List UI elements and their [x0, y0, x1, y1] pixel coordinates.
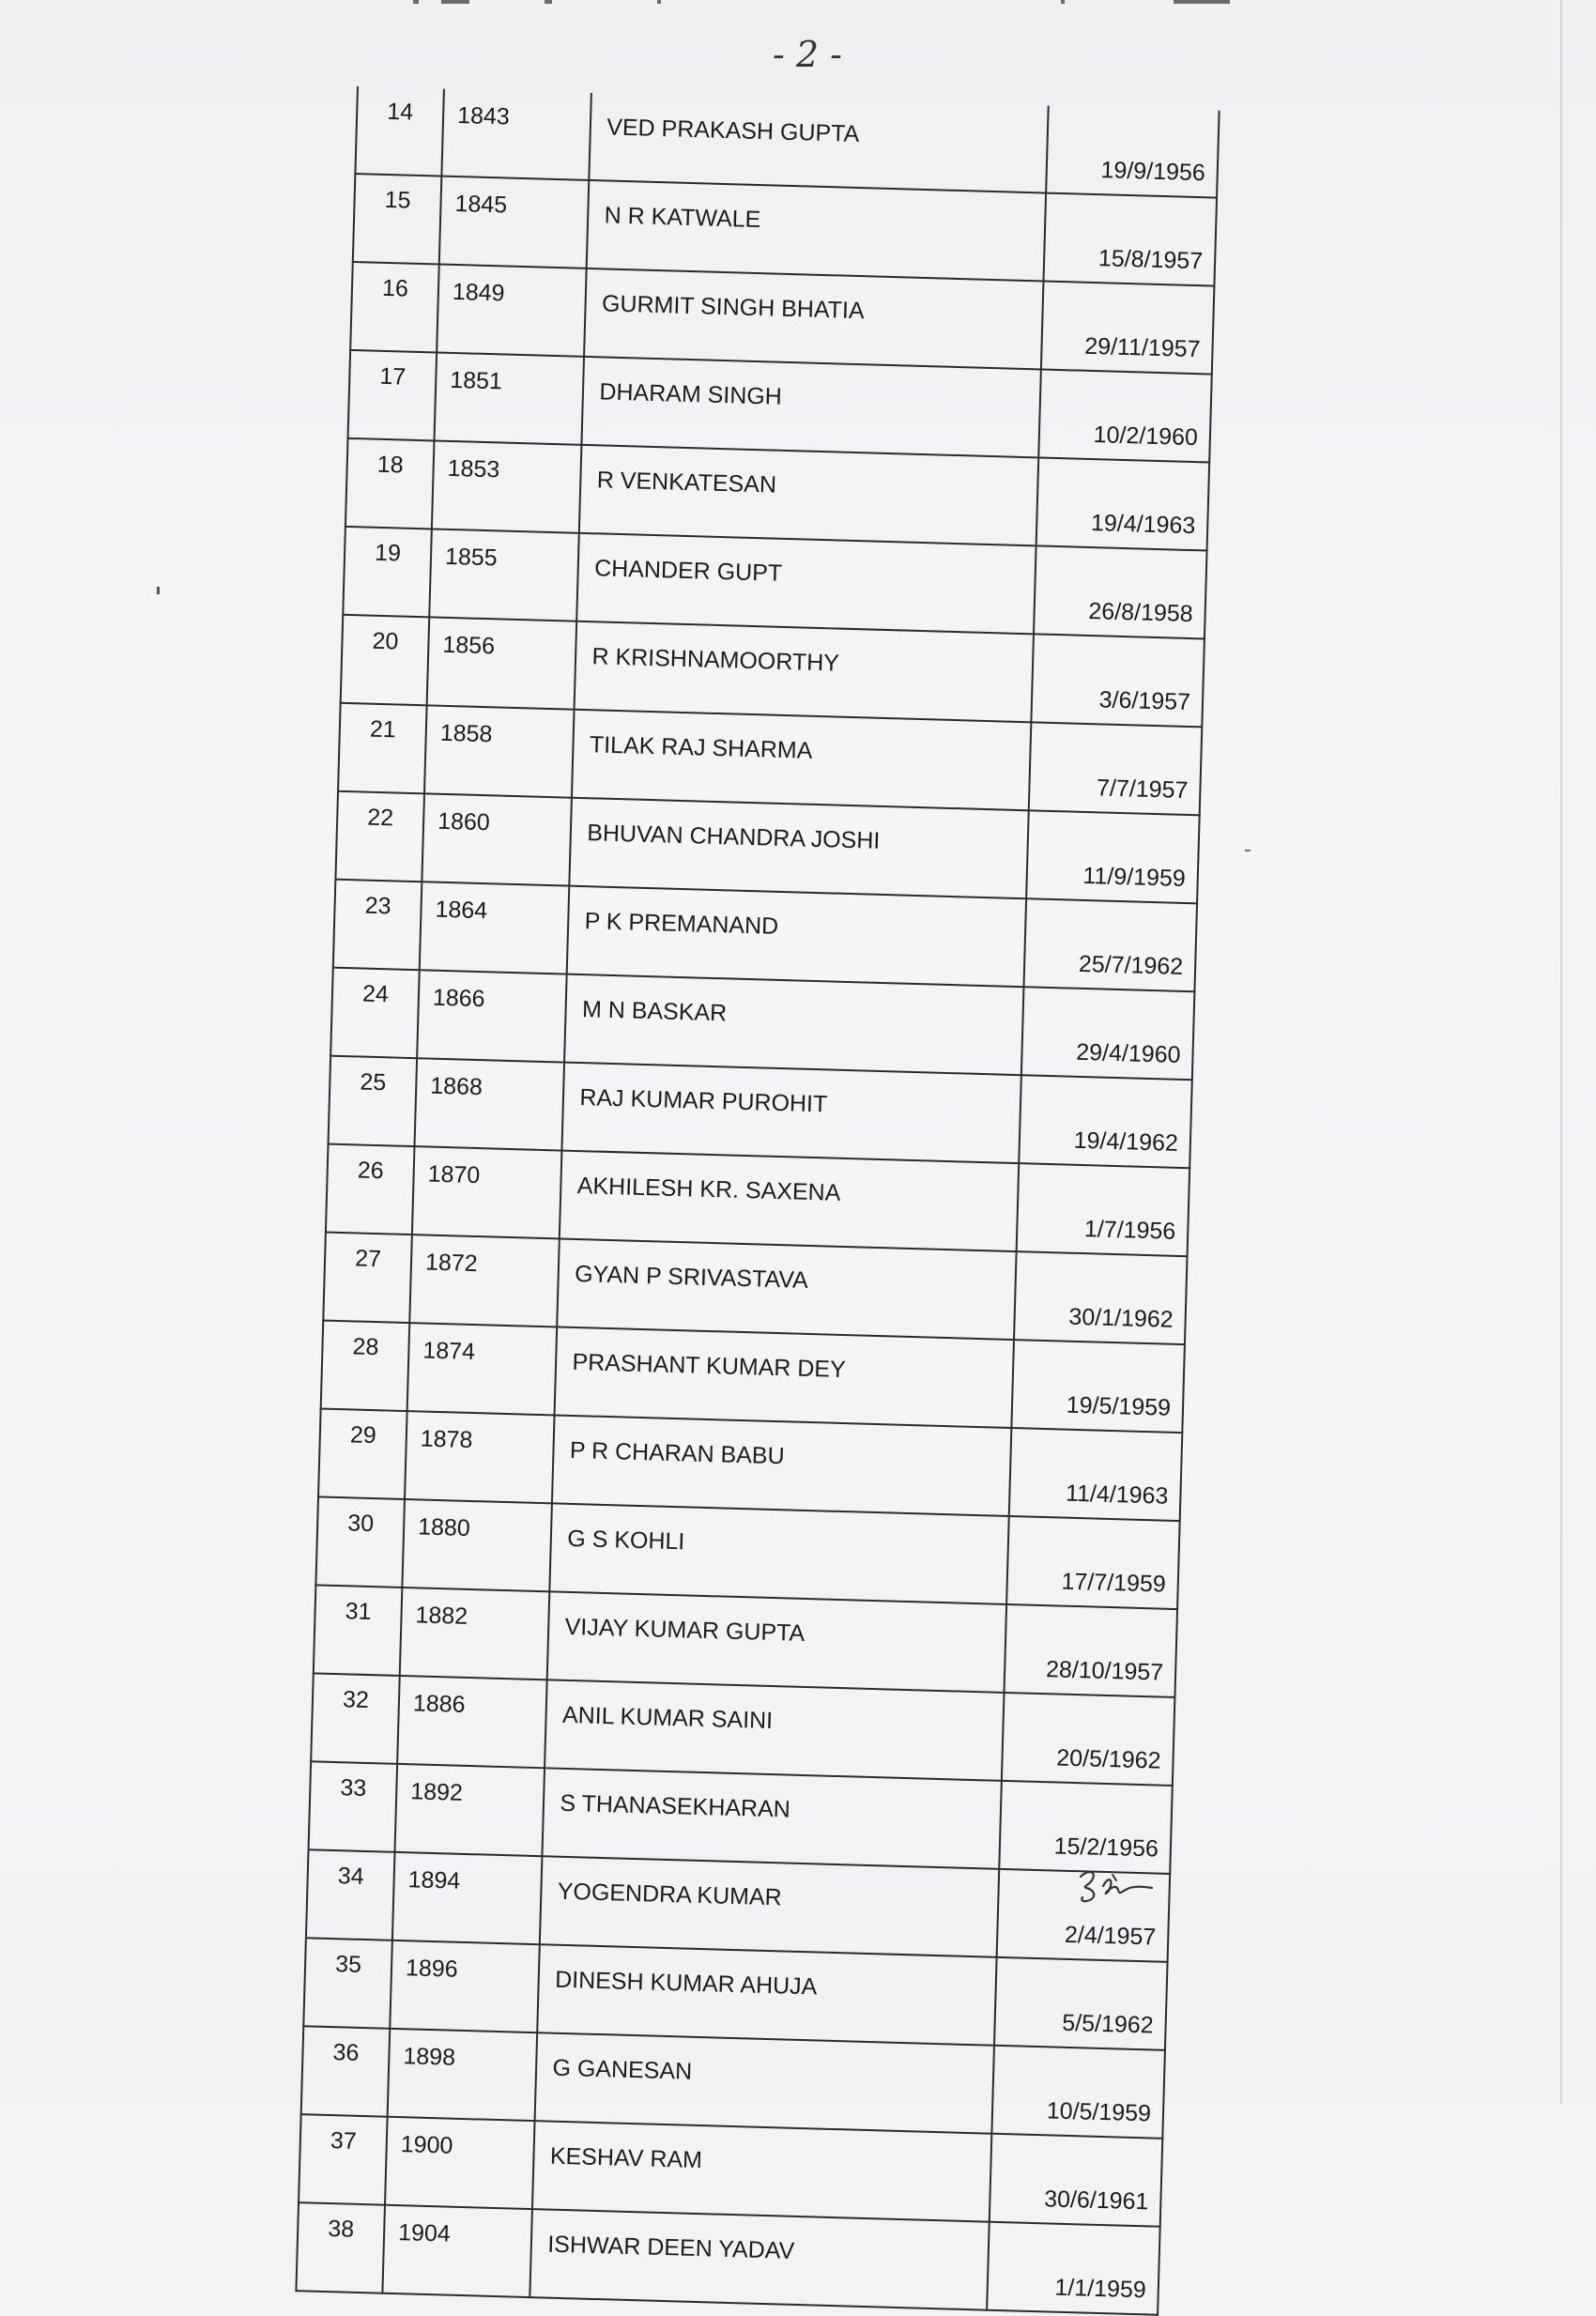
date-of-birth-cell: 30/6/1961: [990, 2134, 1163, 2227]
date-of-birth-cell: 3/6/1957: [1031, 634, 1205, 727]
paper-edge: [1560, 0, 1562, 2104]
page-number: - 2 -: [772, 34, 842, 75]
date-of-birth-cell: 7/7/1957: [1029, 722, 1203, 815]
employee-code-cell: 1866: [417, 970, 567, 1062]
serial-number-cell: 32: [311, 1673, 400, 1764]
employee-code-cell: 1858: [424, 705, 575, 797]
serial-number-cell: 23: [333, 880, 422, 971]
roster-table-wrapper: [295, 86, 1220, 2316]
employee-name-cell: M N BASKAR: [564, 974, 1023, 1076]
roster-table-body: [296, 86, 1219, 2315]
employee-name-cell: PRASHANT KUMAR DEY: [555, 1327, 1014, 1428]
serial-number-cell: 27: [323, 1233, 412, 1324]
employee-code-cell: 1882: [400, 1587, 550, 1679]
employee-code-cell: 1878: [405, 1411, 555, 1503]
date-of-birth-cell: 1/1/1959: [987, 2222, 1160, 2315]
serial-number-cell: 38: [296, 2202, 385, 2293]
date-of-birth-cell: 29/11/1957: [1041, 282, 1215, 375]
employee-name-cell: RAJ KUMAR PUROHIT: [562, 1063, 1021, 1164]
employee-name-cell: ISHWAR DEEN YADAV: [530, 2209, 990, 2310]
employee-name-cell: P K PREMANAND: [567, 886, 1026, 988]
employee-code-cell: 1868: [414, 1058, 564, 1150]
date-of-birth-cell: 1/7/1956: [1017, 1163, 1190, 1256]
employee-name-cell: G S KOHLI: [550, 1503, 1009, 1604]
employee-name-cell: AKHILESH KR. SAXENA: [560, 1151, 1019, 1252]
serial-number-cell: 18: [345, 438, 435, 529]
serial-number-cell: 20: [341, 615, 430, 706]
date-of-birth-cell: 5/5/1962: [994, 1957, 1168, 2050]
employee-name-cell: VED PRAKASH GUPTA: [590, 93, 1049, 193]
date-of-birth-cell: 19/9/1956: [1046, 106, 1220, 198]
serial-number-cell: 26: [326, 1144, 415, 1235]
employee-code-cell: 1900: [385, 2117, 535, 2209]
serial-number-cell: 36: [301, 2026, 391, 2117]
employee-name-cell: TILAK RAJ SHARMA: [572, 710, 1031, 811]
employee-name-cell: DINESH KUMAR AHUJA: [538, 1944, 997, 2046]
serial-number-cell: 19: [343, 527, 432, 618]
date-of-birth-cell: 10/5/1959: [991, 2046, 1165, 2139]
employee-code-cell: 1894: [392, 1852, 543, 1944]
employee-code-cell: 1864: [420, 882, 570, 974]
employee-code-cell: 1855: [429, 529, 579, 621]
serial-number-cell: 21: [338, 703, 427, 794]
employee-name-cell: CHANDER GUPT: [577, 533, 1036, 635]
employee-code-cell: 1904: [382, 2205, 532, 2297]
serial-number-cell: 14: [355, 86, 444, 176]
date-of-birth-cell: 29/4/1960: [1021, 987, 1195, 1080]
serial-number-cell: 29: [318, 1408, 407, 1499]
serial-number-cell: 33: [309, 1761, 398, 1852]
serial-number-cell: 28: [321, 1321, 410, 1412]
top-edge-marks: [404, 0, 1230, 6]
date-of-birth-cell: 15/8/1957: [1044, 193, 1218, 286]
date-of-birth-cell: 19/4/1963: [1036, 457, 1210, 550]
employee-name-cell: BHUVAN CHANDRA JOSHI: [570, 798, 1029, 899]
employee-name-cell: DHARAM SINGH: [582, 357, 1041, 458]
employee-code-cell: 1843: [441, 89, 591, 180]
serial-number-cell: 31: [314, 1585, 403, 1676]
employee-name-cell: R KRISHNAMOORTHY: [575, 621, 1034, 723]
serial-number-cell: 25: [329, 1056, 418, 1147]
serial-number-cell: 17: [348, 350, 437, 441]
employee-code-cell: 1856: [427, 617, 577, 709]
employee-name-cell: VIJAY KUMAR GUPTA: [547, 1591, 1006, 1693]
employee-code-cell: 1896: [390, 1940, 540, 2032]
employee-name-cell: P R CHARAN BABU: [552, 1415, 1011, 1516]
serial-number-cell: 37: [299, 2114, 388, 2205]
employee-name-cell: GURMIT SINGH BHATIA: [584, 268, 1043, 370]
employee-code-cell: 1872: [409, 1235, 560, 1327]
employee-code-cell: 1870: [412, 1146, 562, 1238]
employee-name-cell: GYAN P SRIVASTAVA: [558, 1239, 1017, 1341]
employee-name-cell: N R KATWALE: [587, 180, 1046, 282]
date-of-birth-cell: 11/4/1963: [1009, 1428, 1183, 1521]
date-of-birth-cell: 17/7/1959: [1006, 1516, 1180, 1609]
roster-table: [295, 86, 1220, 2316]
employee-name-cell: KESHAV RAM: [532, 2121, 991, 2222]
employee-name-cell: YOGENDRA KUMAR: [540, 1856, 999, 1957]
employee-code-cell: 1849: [437, 265, 587, 357]
date-of-birth-cell: 30/1/1962: [1014, 1251, 1188, 1344]
serial-number-cell: 22: [335, 791, 424, 882]
serial-number-cell: 34: [306, 1849, 395, 1940]
date-of-birth-cell: 20/5/1962: [1002, 1693, 1175, 1786]
date-of-birth-cell: 25/7/1962: [1024, 898, 1198, 991]
scan-speck-right: [1245, 850, 1251, 851]
employee-name-cell: R VENKATESAN: [579, 445, 1038, 546]
date-of-birth-cell: 26/8/1958: [1034, 545, 1207, 638]
serial-number-cell: 16: [350, 262, 439, 353]
date-of-birth-cell: 19/4/1962: [1019, 1075, 1192, 1168]
serial-number-cell: 35: [303, 1938, 392, 2029]
employee-code-cell: 1851: [434, 352, 584, 444]
employee-name-cell: ANIL KUMAR SAINI: [545, 1679, 1004, 1781]
date-of-birth-cell: 15/2/1956: [999, 1781, 1173, 1874]
employee-code-cell: 1886: [397, 1676, 547, 1768]
serial-number-cell: 24: [330, 968, 420, 1059]
employee-code-cell: 1880: [402, 1499, 552, 1591]
date-of-birth-cell: 28/10/1957: [1005, 1604, 1178, 1697]
date-of-birth-cell: 11/9/1959: [1026, 810, 1200, 903]
date-of-birth-cell: 19/5/1959: [1011, 1340, 1185, 1433]
handwritten-initials: [1075, 1864, 1159, 1910]
serial-number-cell: 15: [353, 174, 442, 265]
employee-name-cell: G GANESAN: [535, 2032, 994, 2134]
employee-name-cell: S THANASEKHARAN: [543, 1768, 1002, 1869]
date-of-birth-cell: 2/4/1957: [997, 1869, 1171, 1962]
employee-code-cell: 1898: [388, 2029, 538, 2121]
scan-speck: [157, 587, 160, 594]
employee-code-cell: 1874: [407, 1323, 558, 1415]
employee-code-cell: 1892: [394, 1764, 545, 1856]
date-of-birth-cell: 10/2/1960: [1038, 369, 1212, 462]
employee-code-cell: 1853: [432, 440, 582, 532]
employee-code-cell: 1860: [422, 793, 572, 885]
serial-number-cell: 30: [315, 1496, 405, 1587]
employee-code-cell: 1845: [439, 176, 590, 268]
